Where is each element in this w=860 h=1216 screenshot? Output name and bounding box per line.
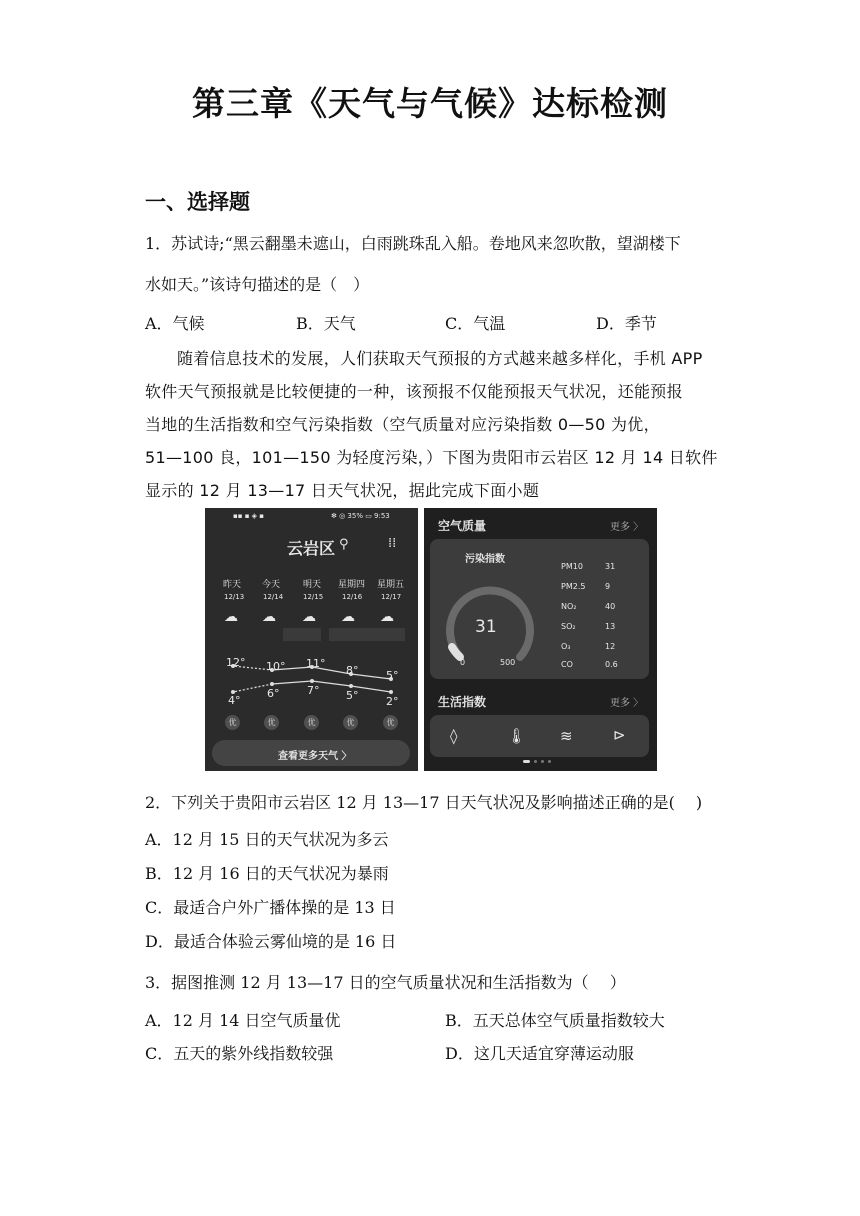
high-temp-1: 10° [266,660,286,673]
low-temp-2: 7° [307,684,320,697]
pollutant-name-1: PM2.5 [561,582,586,591]
q3-option-d: D．这几天适宜穿薄运动服 [445,1044,634,1063]
page-indicator [534,760,537,763]
page-indicator-active [523,760,530,763]
weather-app-screenshot [205,508,418,771]
thermometer-icon[interactable]: 🌡 [507,727,527,745]
air-quality-more-link[interactable]: 更多 〉 [610,522,644,533]
section-heading: 一、选择题 [145,190,250,214]
pollution-index-label: 污染指数 [465,554,505,565]
low-temp-4: 2° [386,695,399,708]
day-name-1: 今天 [262,580,281,590]
day-date-2: 12/15 [303,593,324,601]
high-temp-4: 5° [386,669,399,682]
aqi-badge-3: 优 [343,715,358,730]
aqi-badge-1: 优 [264,715,279,730]
q1-stem-line2: 水如天。”该诗句描述的是（ ） [145,275,370,294]
day-name-0: 昨天 [223,580,242,590]
day-date-0: 12/13 [224,593,245,601]
q2-option-b: B．12 月 16 日的天气状况为暴雨 [145,864,389,883]
page-indicator [548,760,551,763]
gauge-max-label: 500 [500,658,516,667]
q3-stem: 3．据图推测 12 月 13—17 日的空气质量状况和生活指数为（ ） [145,973,626,992]
aqi-badge-2: 优 [304,715,319,730]
status-bar-right: ✻ ◎ 35% ▭ 9:53 [331,512,390,520]
aqi-badge-0: 优 [225,715,240,730]
day-name-4: 星期五 [377,580,405,590]
wind-icon[interactable]: ≋ [560,727,573,745]
rain-cloud-icon: ☁ [380,609,394,625]
high-temp-3: 8° [346,664,359,677]
passage-line1: 随着信息技术的发展，人们获取天气预报的方式越来越多样化，手机 APP [177,349,703,368]
humidity-drop-icon[interactable]: ◊ [450,727,458,745]
pollutant-name-5: CO [561,660,573,669]
forecast-bar [329,628,405,641]
q1-option-a: A．气候 [145,314,205,333]
aqi-value: 31 [475,617,497,637]
q1-option-c: C．气温 [445,314,506,333]
passage-line2: 软件天气预报就是比较便捷的一种，该预报不仅能预报天气状况，还能预报 [145,382,683,401]
passage-line4: 51—100 良，101—150 为轻度污染，）下图为贵阳市云岩区 12 月 14 日软件 [145,448,718,467]
q2-option-d: D．最适合体验云雾仙境的是 16 日 [145,932,397,951]
pollutant-name-2: NO₂ [561,602,577,611]
q2-stem: 2．下列关于贵阳市云岩区 12 月 13—17 日天气状况及影响描述正确的是( ) [145,793,703,812]
rain-cloud-icon: ☁ [302,609,316,625]
aqi-badge-4: 优 [383,715,398,730]
page-title: 第三章《天气与气候》达标检测 [192,84,668,123]
q3-option-c: C．五天的紫外线指数较强 [145,1044,334,1063]
rain-cloud-icon: ☁ [341,609,355,625]
air-quality-title: 空气质量 [438,519,487,533]
location-pin-icon: ⚲ [339,537,349,552]
high-temp-0: 12° [226,656,246,669]
passage-line3: 当地的生活指数和空气污染指数（空气质量对应污染指数 0—50 为优， [145,415,660,434]
gauge-min-label: 0 [460,658,466,667]
life-index-more-link[interactable]: 更多 〉 [610,698,644,709]
page-indicator [541,760,544,763]
air-quality-card [430,539,649,679]
life-index-card [430,715,649,757]
pollutant-name-4: O₃ [561,642,571,651]
air-quality-screenshot [424,508,657,771]
menu-dots-icon[interactable]: ⁞⁞ [388,536,397,551]
low-temp-3: 5° [346,689,359,702]
rain-cloud-icon: ☁ [262,609,276,625]
day-name-2: 明天 [303,580,322,590]
pollutant-value-5: 0.6 [605,660,618,669]
day-date-4: 12/17 [381,593,402,601]
pollutant-value-1: 9 [605,582,611,591]
q1-option-d: D．季节 [596,314,657,333]
passage-line5: 显示的 12 月 13—17 日天气状况，据此完成下面小题 [145,481,540,500]
q3-option-a: A．12 月 14 日空气质量优 [145,1011,341,1030]
forecast-bar [283,628,321,641]
pollutant-name-0: PM10 [561,562,583,571]
day-name-3: 星期四 [338,580,366,590]
q2-option-a: A．12 月 15 日的天气状况为多云 [145,830,389,849]
pollutant-value-2: 40 [605,602,616,611]
pollutant-name-3: SO₂ [561,622,576,631]
low-temp-0: 4° [228,694,241,707]
low-temp-1: 6° [267,687,280,700]
more-weather-label: 查看更多天气 〉 [278,751,352,762]
q1-stem-line1: 1．苏试诗;“黑云翻墨未遮山，白雨跳珠乱入船。卷地风来忽吹散，望湖楼下 [145,234,681,253]
location-title: 云岩区 [287,539,336,558]
status-bar-left: ▪▪ ▪ ◈ ▪ [233,512,265,520]
day-date-3: 12/16 [342,593,363,601]
day-date-1: 12/14 [263,593,284,601]
pollutant-value-0: 31 [605,562,616,571]
sun-cloud-icon: ☁ [224,609,238,625]
play-circle-icon[interactable]: ⊳ [613,726,626,744]
life-index-title: 生活指数 [438,695,487,709]
more-weather-button[interactable] [212,740,410,766]
q3-option-b: B．五天总体空气质量指数较大 [445,1011,665,1030]
q1-option-b: B．天气 [296,314,356,333]
high-temp-2: 11° [306,657,326,670]
q2-option-c: C．最适合户外广播体操的是 13 日 [145,898,396,917]
pollutant-value-3: 13 [605,622,616,631]
pollutant-value-4: 12 [605,642,616,651]
